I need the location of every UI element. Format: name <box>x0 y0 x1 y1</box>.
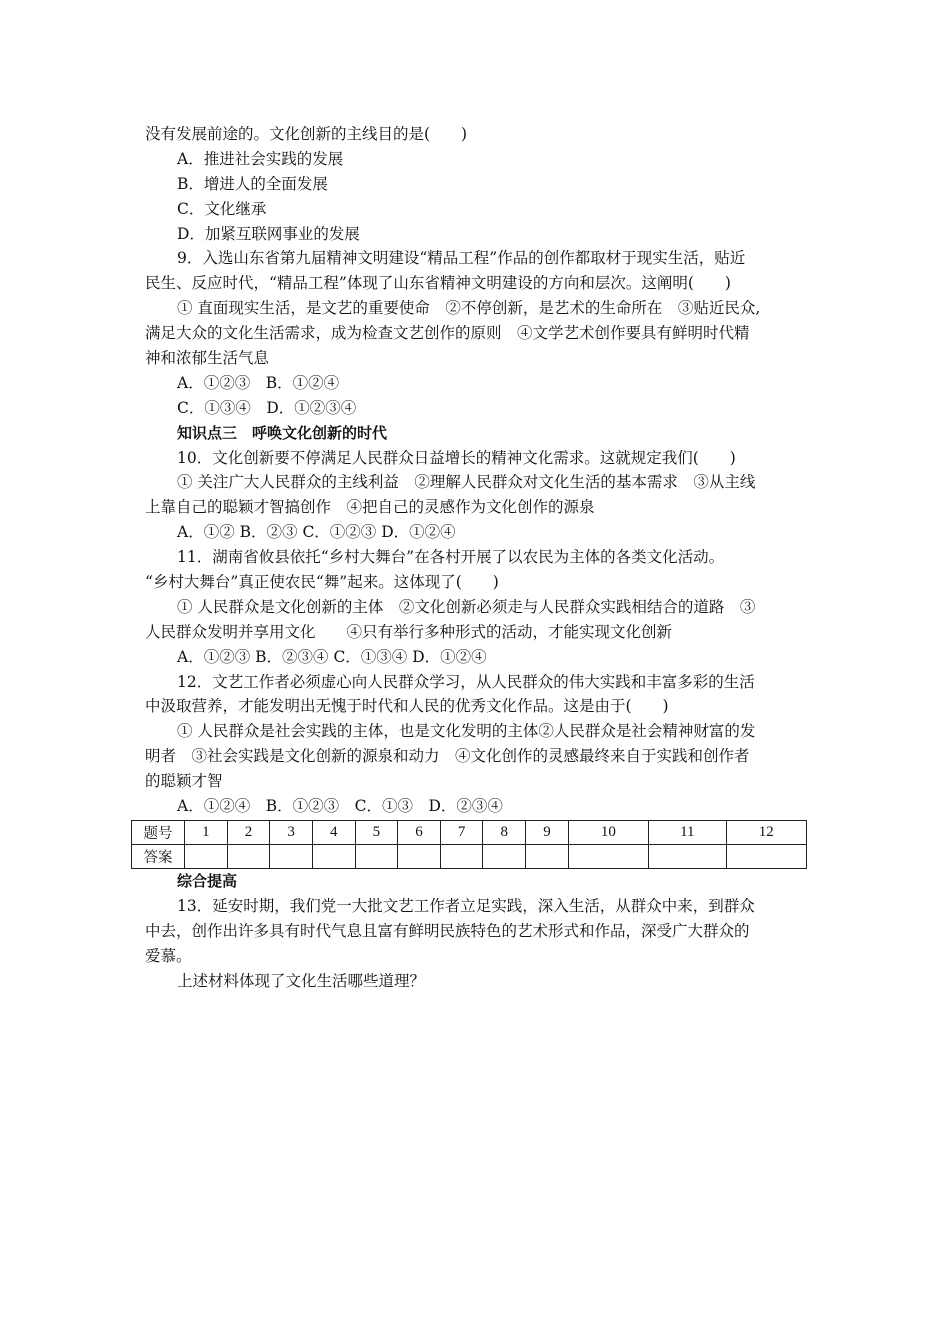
answer-cell <box>312 844 355 868</box>
answer-cell <box>355 844 398 868</box>
table-number-cell: 12 <box>726 820 806 844</box>
q8-option-a: A．推进社会实践的发展 <box>177 149 344 168</box>
answer-cell <box>185 844 228 868</box>
q11-statements-cont: 人民群众发明并享用文化 ④只有举行多种形式的活动，才能实现文化创新 <box>145 622 673 641</box>
table-number-cell: 4 <box>312 820 355 844</box>
question-11-stem-cont: “乡村大舞台”真正使农民“舞”起来。这体现了( ) <box>145 573 499 592</box>
question-10-stem: 10．文化创新要不停满足人民群众日益增长的精神文化需求。这就规定我们( ) <box>177 448 736 467</box>
q9-statements-cont: 满足大众的文化生活需求，成为检查文艺创作的原则 ④文学艺术创作要具有鲜明时代精 <box>145 324 750 343</box>
answer-table <box>131 820 807 869</box>
answer-cell <box>526 844 569 868</box>
answer-cell <box>398 844 441 868</box>
question-13-prompt: 上述材料体现了文化生活哪些道理？ <box>177 971 426 990</box>
section-heading-3: 知识点三 呼唤文化创新的时代 <box>177 423 388 442</box>
document-page <box>145 122 820 993</box>
answer-cell <box>483 844 526 868</box>
table-header-number: 题号 <box>132 820 185 844</box>
table-number-cell: 7 <box>440 820 483 844</box>
section-heading-comprehensive: 综合提高 <box>177 871 238 890</box>
q11-options: A．①②③ B．②③④ C．①③④ D．①②④ <box>177 647 487 666</box>
answer-cell <box>270 844 313 868</box>
answer-cell <box>227 844 270 868</box>
question-8-stem-tail: 没有发展前途的。文化创新的主线目的是( ) <box>145 125 468 143</box>
table-header-answer: 答案 <box>132 844 185 868</box>
question-13-stem-cont-2: 爱慕。 <box>145 946 192 965</box>
table-number-cell: 5 <box>355 820 398 844</box>
answer-table-number-row <box>132 820 807 844</box>
table-number-cell: 2 <box>227 820 270 844</box>
q12-statements: ① 人民群众是社会实践的主体，也是文化发明的主体②人民群众是社会精神财富的发 <box>177 722 756 741</box>
table-number-cell: 6 <box>398 820 441 844</box>
table-number-cell: 8 <box>483 820 526 844</box>
answer-table-answer-row <box>132 844 807 868</box>
table-number-cell: 1 <box>185 820 228 844</box>
question-9-stem: 9．入选山东省第九届精神文明建设“精品工程”作品的创作都取材于现实生活，贴近 <box>177 249 746 268</box>
q12-statements-cont-2: 的聪颖才智 <box>145 772 223 791</box>
q9-statements-cont-2: 神和浓郁生活气息 <box>145 349 270 368</box>
answer-cell <box>726 844 806 868</box>
q10-statements-cont: 上靠自己的聪颖才智搞创作 ④把自己的灵感作为文化创作的源泉 <box>145 498 595 517</box>
table-number-cell: 11 <box>649 820 727 844</box>
q11-statements: ① 人民群众是文化创新的主体 ②文化创新必须走与人民群众实践相结合的道路 ③ <box>177 597 756 616</box>
q8-option-c: C．文化继承 <box>177 199 267 218</box>
question-13-stem: 13．延安时期，我们党一大批文艺工作者立足实践，深入生活，从群众中来，到群众 <box>177 896 755 915</box>
question-13-stem-cont: 中去，创作出许多具有时代气息且富有鲜明民族特色的艺术形式和作品，深受广大群众的 <box>145 921 750 940</box>
table-number-cell: 9 <box>526 820 569 844</box>
q8-option-d: D．加紧互联网事业的发展 <box>177 224 360 243</box>
q10-options: A．①② B．②③ C．①②③ D．①②④ <box>177 523 456 542</box>
q9-options-ab: A．①②③ B．①②④ <box>177 373 340 392</box>
table-number-cell: 10 <box>568 820 648 844</box>
answer-cell <box>568 844 648 868</box>
table-number-cell: 3 <box>270 820 313 844</box>
q8-option-b: B．增进人的全面发展 <box>177 174 328 193</box>
q12-options: A．①②④ B．①②③ C．①③ D．②③④ <box>177 797 503 816</box>
q9-statements: ① 直面现实生活，是文艺的重要使命 ②不停创新，是艺术的生命所在 ③贴近民众, <box>177 299 761 318</box>
q9-options-cd: C．①③④ D．①②③④ <box>177 398 357 417</box>
q10-statements: ① 关注广大人民群众的主线利益 ②理解人民群众对文化生活的基本需求 ③从主线 <box>177 473 756 492</box>
answer-cell <box>440 844 483 868</box>
answer-cell <box>649 844 727 868</box>
question-12-stem-cont: 中汲取营养，才能发明出无愧于时代和人民的优秀文化作品。这是由于( ) <box>145 697 669 716</box>
question-11-stem: 11．湖南省攸县依托“乡村大舞台”在各村开展了以农民为主体的各类文化活动。 <box>177 548 725 567</box>
question-12-stem: 12．文艺工作者必须虚心向人民群众学习，从人民群众的伟大实践和丰富多彩的生活 <box>177 672 755 691</box>
question-9-stem-cont: 民生、反应时代，“精品工程”体现了山东省精神文明建设的方向和层次。这阐明( ) <box>145 274 731 293</box>
q12-statements-cont: 明者 ③社会实践是文化创新的源泉和动力 ④文化创作的灵感最终来自于实践和创作者 <box>145 747 750 766</box>
